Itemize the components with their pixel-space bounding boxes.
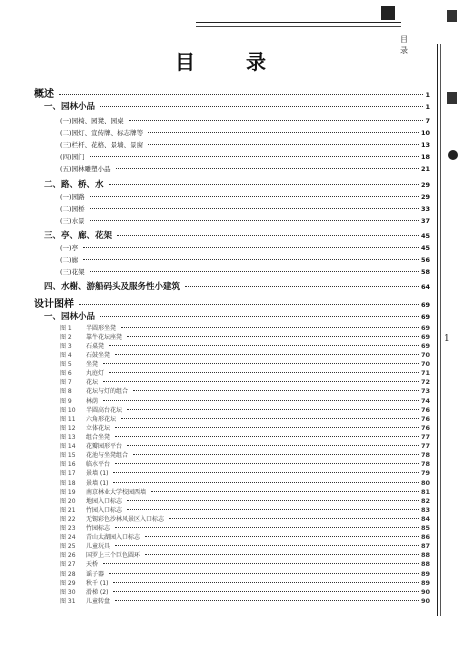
- figure-caption: 秋千 (1): [86, 580, 109, 587]
- dot-leader: [103, 363, 419, 364]
- toc-entry[interactable]: [60, 523, 430, 532]
- figure-number: 图 6: [60, 370, 72, 377]
- toc-entry-title: [60, 596, 113, 605]
- dot-leader: [109, 573, 419, 574]
- dot-leader: [115, 545, 419, 546]
- toc-entry-title: [60, 368, 107, 377]
- page-number: 72: [420, 378, 430, 386]
- toc-entry[interactable]: [60, 559, 430, 568]
- dot-leader: [133, 454, 419, 455]
- page-number: 78: [420, 451, 430, 459]
- toc-entry-title: [60, 496, 125, 505]
- toc-entry-title: 设计图样: [34, 299, 74, 310]
- toc-entry-title: [60, 578, 111, 587]
- toc-entry[interactable]: [60, 414, 430, 423]
- dot-leader: [90, 220, 419, 221]
- toc-entry-title: (四)园门: [60, 153, 85, 161]
- dot-leader: [100, 106, 423, 107]
- page-number: 84: [420, 515, 430, 523]
- page-number: 21: [420, 165, 430, 173]
- dot-leader: [115, 427, 419, 428]
- toc-entry[interactable]: [60, 596, 430, 605]
- toc-entry[interactable]: [60, 578, 430, 587]
- toc-entry[interactable]: [34, 85, 430, 100]
- toc-entry-title: [60, 559, 101, 568]
- toc-entry[interactable]: [44, 100, 430, 112]
- toc-entry[interactable]: [60, 128, 430, 137]
- toc-entry[interactable]: [44, 280, 430, 292]
- dot-leader: [90, 156, 419, 157]
- page-title: 目 录: [175, 50, 288, 74]
- figure-caption: 谣子器: [86, 571, 105, 578]
- figure-caption: 竹园标志: [86, 525, 111, 532]
- dot-leader: [113, 482, 419, 483]
- figure-number: 图 27: [60, 561, 76, 568]
- toc-entry-title: [60, 386, 131, 395]
- figure-number: 图 3: [60, 343, 72, 350]
- dot-leader: [169, 518, 419, 519]
- toc-entry-title: [60, 432, 113, 441]
- dot-leader: [117, 235, 419, 236]
- toc-entry-title: (二)廊: [60, 256, 79, 264]
- page-number: 80: [420, 479, 430, 487]
- page-number: 76: [420, 415, 430, 423]
- figure-caption: 丸庭灯: [86, 370, 105, 377]
- figure-caption: 林荫: [86, 398, 99, 405]
- toc-entry[interactable]: [60, 478, 430, 487]
- toc-entry[interactable]: [60, 350, 430, 359]
- dot-leader: [113, 591, 419, 592]
- page-number: 29: [420, 181, 430, 189]
- dot-leader: [59, 94, 423, 95]
- toc-entry-title: (三)水景: [60, 217, 85, 225]
- dot-leader: [121, 327, 419, 328]
- dot-leader: [127, 336, 419, 337]
- figure-number: 图 28: [60, 571, 76, 578]
- figure-caption: 石桌凳: [86, 343, 105, 350]
- figure-caption: 南京林业大学校园西墙: [86, 489, 147, 496]
- page-number: 70: [420, 360, 430, 368]
- header-ornament: [381, 6, 395, 20]
- toc-entry[interactable]: [60, 396, 430, 405]
- page-number: 69: [420, 324, 430, 332]
- dot-leader: [127, 409, 419, 410]
- page-number: 86: [420, 533, 430, 541]
- figure-caption: 组合坐凳: [86, 434, 111, 441]
- toc-entry[interactable]: [60, 216, 430, 225]
- toc-entry-title: [60, 569, 107, 578]
- edge-thumb-icon: [448, 150, 458, 160]
- side-page-number: 1: [444, 334, 450, 344]
- toc-entry[interactable]: [60, 587, 430, 596]
- dot-leader: [103, 563, 419, 564]
- page-number: 7: [425, 117, 430, 125]
- figure-caption: 景墙 (1): [86, 480, 109, 487]
- toc-entry-title: (一)园路: [60, 193, 85, 201]
- toc-entry-title: (五)园林雕塑小品: [60, 165, 111, 173]
- dot-leader: [83, 247, 419, 248]
- toc-entry[interactable]: [34, 295, 430, 310]
- dot-leader: [115, 600, 419, 601]
- page-number: 58: [420, 268, 430, 276]
- toc-entry-title: 一、园林小品: [44, 312, 96, 322]
- figure-number: 图 5: [60, 361, 72, 368]
- figure-caption: 地园入口标志: [86, 498, 123, 505]
- page-number: 29: [420, 193, 430, 201]
- toc-entry-title: 概述: [34, 89, 54, 100]
- dot-leader: [115, 354, 419, 355]
- dot-leader: [145, 554, 419, 555]
- page-number: 10: [420, 129, 430, 137]
- figure-caption: 临水平台: [86, 461, 111, 468]
- toc-entry[interactable]: [60, 368, 430, 377]
- figure-caption: 六角形花坛: [86, 416, 117, 423]
- toc-entry-title: [60, 505, 125, 514]
- toc-entry-title: [60, 468, 111, 477]
- page-number: 89: [420, 570, 430, 578]
- page-number: 33: [420, 205, 430, 213]
- page-number: 82: [420, 497, 430, 505]
- page-number: 78: [420, 460, 430, 468]
- figure-number: 图 21: [60, 507, 76, 514]
- toc-entry[interactable]: [60, 164, 430, 173]
- page-number: 87: [420, 542, 430, 550]
- toc-entry[interactable]: [60, 341, 430, 350]
- page-number: 37: [420, 217, 430, 225]
- toc-entry[interactable]: [60, 386, 430, 395]
- figure-number: 图 11: [60, 416, 76, 423]
- toc-entry-title: [60, 396, 101, 405]
- toc-entry-title: [60, 478, 111, 487]
- toc-entry-title: [60, 541, 113, 550]
- dot-leader: [148, 144, 419, 145]
- toc-entry[interactable]: [44, 310, 430, 322]
- figure-caption: 花坛与灯的组合: [86, 388, 129, 395]
- dot-leader: [83, 259, 419, 260]
- page-number: 89: [420, 579, 430, 587]
- figure-caption: 国罗上三个巨色圆环: [86, 552, 141, 559]
- figure-number: 图 29: [60, 580, 76, 587]
- toc-entry[interactable]: [60, 496, 430, 505]
- figure-caption: 滑梯 (2): [86, 589, 109, 596]
- toc-entry-title: (三)花架: [60, 268, 85, 276]
- edge-ornament: [447, 92, 457, 104]
- figure-caption: 青山太湖园入口标志: [86, 534, 141, 541]
- dot-leader: [127, 445, 419, 446]
- dot-leader: [185, 286, 419, 287]
- toc-entry[interactable]: [60, 140, 430, 149]
- dot-leader: [116, 168, 419, 169]
- toc-entry[interactable]: [60, 514, 430, 523]
- dot-leader: [90, 208, 419, 209]
- toc-entry-title: [60, 377, 101, 386]
- toc-entry-title: [60, 423, 113, 432]
- page-number: 45: [420, 232, 430, 240]
- toc-entry-title: [60, 332, 125, 341]
- page-number: 90: [420, 588, 430, 596]
- toc-entry-title: [60, 459, 113, 468]
- figure-number: 图 31: [60, 598, 76, 605]
- page-number: 13: [420, 141, 430, 149]
- figure-caption: 景墙 (1): [86, 470, 109, 477]
- toc-entry[interactable]: [60, 377, 430, 386]
- figure-caption: 天桥: [86, 561, 99, 568]
- dot-leader: [109, 372, 419, 373]
- toc-entry[interactable]: [60, 487, 430, 496]
- dot-leader: [151, 491, 419, 492]
- page-number: 70: [420, 351, 430, 359]
- figure-number: 图 24: [60, 534, 76, 541]
- toc-entry[interactable]: [60, 405, 430, 414]
- figure-number: 图 20: [60, 498, 76, 505]
- dot-leader: [100, 316, 419, 317]
- toc-entry-title: [60, 441, 125, 450]
- page-number: 77: [420, 442, 430, 450]
- page-number: 1: [425, 91, 430, 99]
- page-number: 69: [420, 342, 430, 350]
- figure-number: 图 10: [60, 407, 76, 414]
- toc-entry[interactable]: [60, 569, 430, 578]
- figure-number: 图 16: [60, 461, 76, 468]
- toc-entry[interactable]: [60, 323, 430, 332]
- toc-entry[interactable]: [60, 550, 430, 559]
- toc-entry[interactable]: [60, 459, 430, 468]
- figure-number: 图 26: [60, 552, 76, 559]
- page-number: 83: [420, 506, 430, 514]
- figure-caption: 花瓣园形平台: [86, 443, 123, 450]
- page-number: 71: [420, 369, 430, 377]
- figure-number: 图 30: [60, 589, 76, 596]
- toc-entry-title: (一)亭: [60, 244, 79, 252]
- figure-number: 图 12: [60, 425, 76, 432]
- page-number: 56: [420, 256, 430, 264]
- figure-caption: 石鼓坐凳: [86, 352, 111, 359]
- dot-leader: [115, 463, 419, 464]
- figure-caption: 坐凳: [86, 361, 99, 368]
- toc-entry[interactable]: [60, 432, 430, 441]
- figure-number: 图 17: [60, 470, 76, 477]
- toc-entry-title: 四、水榭、游船码头及服务性小建筑: [44, 282, 181, 292]
- toc-entry-title: [60, 550, 143, 559]
- header-tag: 目 录: [400, 35, 424, 55]
- header-rule-inner: [196, 26, 401, 27]
- toc-entry-title: (二)园灯、宣传牌、标志牌等: [60, 129, 144, 137]
- figure-number: 图 4: [60, 352, 72, 359]
- toc-entry[interactable]: [60, 359, 430, 368]
- figure-caption: 花池与坐凳组合: [86, 452, 129, 459]
- page-number: 45: [420, 244, 430, 252]
- toc-entry-title: (二)园桥: [60, 205, 85, 213]
- dot-leader: [115, 436, 419, 437]
- figure-number: 图 18: [60, 480, 76, 487]
- toc-entry[interactable]: [60, 505, 430, 514]
- figure-caption: 半圆形坐凳: [86, 325, 117, 332]
- page-number: 18: [420, 153, 430, 161]
- dot-leader: [133, 390, 419, 391]
- toc-entry-title: [60, 532, 143, 541]
- toc-entry-title: [60, 359, 101, 368]
- page-number: 76: [420, 406, 430, 414]
- figure-caption: 无锡彩色沙林风景区入口标志: [86, 516, 165, 523]
- figure-caption: 儿童转盘: [86, 598, 111, 605]
- page-number: 77: [420, 433, 430, 441]
- toc-entry-title: 二、路、桥、水: [44, 180, 104, 190]
- toc-entry[interactable]: [60, 441, 430, 450]
- toc-entry-title: [60, 487, 149, 496]
- toc-entry[interactable]: [60, 450, 430, 459]
- toc-entry[interactable]: [44, 178, 430, 190]
- figure-caption: 立体花坛: [86, 425, 111, 432]
- toc-entry-title: 一、园林小品: [44, 102, 96, 112]
- toc-entry[interactable]: [60, 243, 430, 252]
- figure-number: 图 14: [60, 443, 76, 450]
- page-number: 74: [420, 397, 430, 405]
- page-number: 73: [420, 387, 430, 395]
- toc-entry-title: (三)栏杆、花格、景墙、景窗: [60, 141, 144, 149]
- toc-entry-title: [60, 350, 113, 359]
- dot-leader: [115, 527, 419, 528]
- dot-leader: [113, 582, 419, 583]
- toc-entry-title: (一)园椅、园凳、园桌: [60, 117, 124, 125]
- dot-leader: [121, 418, 419, 419]
- toc-entry[interactable]: [60, 468, 430, 477]
- dot-leader: [109, 345, 419, 346]
- toc-entry[interactable]: [60, 532, 430, 541]
- toc-entry[interactable]: [60, 267, 430, 276]
- toc-entry[interactable]: [60, 192, 430, 201]
- page-number: 79: [420, 469, 430, 477]
- toc-entry-title: 三、亭、廊、花架: [44, 231, 113, 241]
- toc-entry-title: [60, 523, 113, 532]
- page-number: 81: [420, 488, 430, 496]
- right-margin-rule: [437, 44, 438, 616]
- figure-caption: 花坛: [86, 379, 99, 386]
- toc-entry-title: [60, 514, 167, 523]
- page-number: 88: [420, 551, 430, 559]
- page-number: 76: [420, 424, 430, 432]
- page-number: 88: [420, 560, 430, 568]
- figure-number: 图 2: [60, 334, 72, 341]
- figure-number: 图 8: [60, 388, 72, 395]
- dot-leader: [145, 536, 419, 537]
- figure-number: 图 22: [60, 516, 76, 523]
- dot-leader: [79, 304, 419, 305]
- dot-leader: [103, 381, 419, 382]
- dot-leader: [90, 271, 419, 272]
- toc-entry[interactable]: [44, 229, 430, 241]
- figure-number: 图 7: [60, 379, 72, 386]
- dot-leader: [148, 132, 419, 133]
- figure-caption: 半圆高台花坛: [86, 407, 123, 414]
- dot-leader: [90, 196, 419, 197]
- toc-entry-title: [60, 341, 107, 350]
- figure-number: 图 19: [60, 489, 76, 496]
- figure-number: 图 25: [60, 543, 76, 550]
- dot-leader: [129, 120, 424, 121]
- right-margin-rule-inner: [440, 44, 441, 616]
- figure-number: 图 9: [60, 398, 72, 405]
- page-number: 69: [420, 333, 430, 341]
- figure-number: 图 1: [60, 325, 72, 332]
- toc-entry-title: [60, 323, 119, 332]
- toc-entry-title: [60, 405, 125, 414]
- header-rule: [196, 22, 401, 23]
- toc-entry-title: [60, 414, 119, 423]
- dot-leader: [113, 472, 419, 473]
- toc-entry[interactable]: [60, 423, 430, 432]
- figure-caption: 靠牛花坛座凳: [86, 334, 123, 341]
- figure-caption: 儿童玩具: [86, 543, 111, 550]
- page-number: 64: [420, 283, 430, 291]
- dot-leader: [103, 400, 419, 401]
- toc-entry[interactable]: [60, 152, 430, 161]
- page-number: 1: [425, 103, 430, 111]
- figure-number: 图 15: [60, 452, 76, 459]
- toc-entry-title: [60, 450, 131, 459]
- toc-entry[interactable]: [60, 116, 430, 125]
- toc-entry[interactable]: [60, 255, 430, 264]
- dot-leader: [127, 509, 419, 510]
- page-number: 90: [420, 597, 430, 605]
- page-number: 69: [420, 313, 430, 321]
- edge-ornament: [447, 10, 457, 22]
- dot-leader: [109, 184, 419, 185]
- figure-caption: 竹园入口标志: [86, 507, 123, 514]
- figure-number: 图 23: [60, 525, 76, 532]
- toc-entry[interactable]: [60, 332, 430, 341]
- toc-entry-title: [60, 587, 111, 596]
- toc-entry[interactable]: [60, 204, 430, 213]
- dot-leader: [127, 500, 419, 501]
- page-number: 69: [420, 301, 430, 309]
- page-number: 85: [420, 524, 430, 532]
- toc-entry[interactable]: [60, 541, 430, 550]
- figure-number: 图 13: [60, 434, 76, 441]
